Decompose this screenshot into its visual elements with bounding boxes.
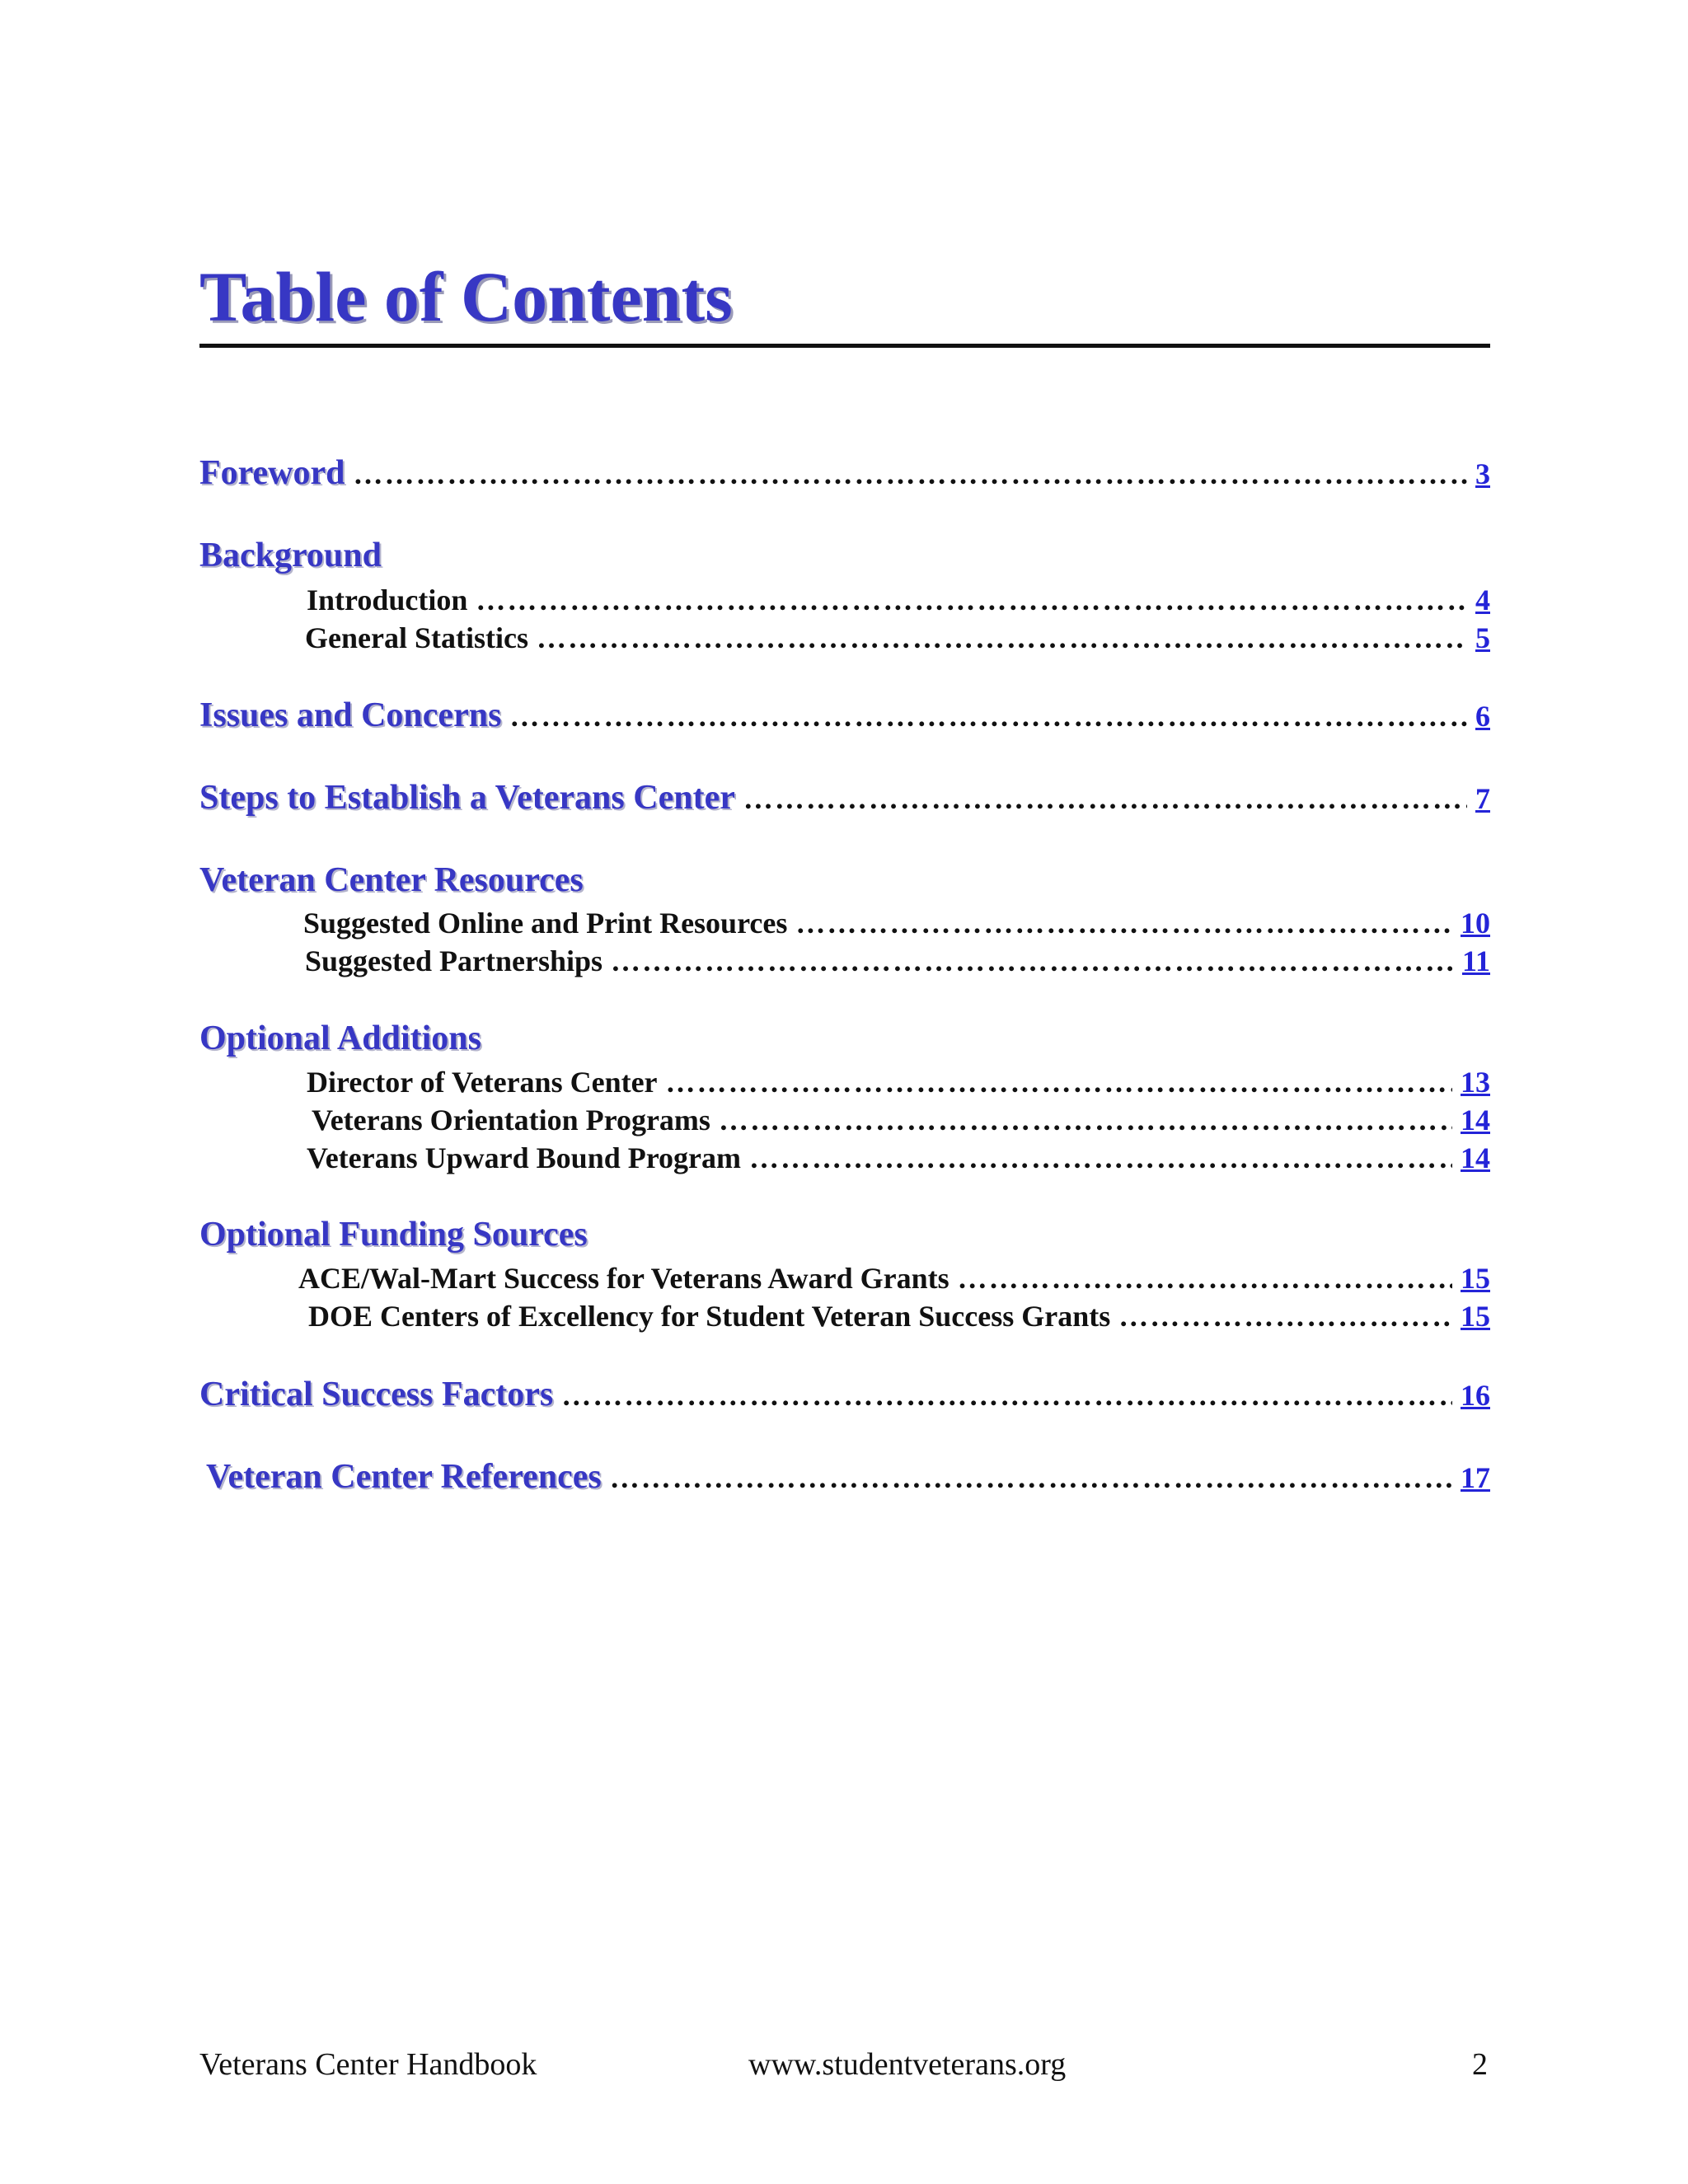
page-link-foreword[interactable]: 3	[1475, 457, 1490, 490]
toc-label-general-statistics: General Statistics	[305, 621, 528, 654]
toc-label-critical-success-factors: Critical Success Factors	[199, 1376, 554, 1413]
dot-leader	[743, 777, 1467, 820]
page-link-steps[interactable]: 7	[1475, 782, 1490, 815]
dot-leader	[958, 1260, 1452, 1296]
toc-label-introduction: Introduction	[307, 583, 468, 616]
toc-entry-introduction[interactable]	[307, 582, 1490, 618]
toc-entry-references[interactable]	[206, 1455, 1490, 1499]
dot-leader	[354, 452, 1467, 495]
toc-entry-steps[interactable]	[199, 776, 1490, 820]
toc-heading-resources: Veteran Center Resources	[199, 861, 584, 899]
page-link-references[interactable]: 17	[1461, 1461, 1490, 1494]
page-link-orientation-programs[interactable]: 14	[1461, 1104, 1490, 1137]
dot-leader	[509, 695, 1467, 738]
toc-label-upward-bound: Veterans Upward Bound Program	[307, 1141, 742, 1174]
dot-leader	[611, 943, 1454, 979]
dot-leader	[610, 1456, 1452, 1499]
dot-leader	[1118, 1298, 1452, 1334]
page-link-introduction[interactable]: 4	[1475, 583, 1490, 616]
page-link-upward-bound[interactable]: 14	[1461, 1141, 1490, 1174]
toc-heading-optional-additions: Optional Additions	[199, 1019, 481, 1057]
footer-handbook-title: Veterans Center Handbook	[199, 2047, 537, 2082]
toc-label-orientation-programs: Veterans Orientation Programs	[312, 1104, 710, 1137]
page-link-ace-walmart-grants[interactable]: 15	[1461, 1262, 1490, 1295]
title-divider	[199, 344, 1490, 348]
page-link-doe-grants[interactable]: 15	[1461, 1300, 1490, 1333]
toc-label-doe-grants: DOE Centers of Excellency for Student Veteran Success Grants	[308, 1300, 1111, 1333]
dot-leader	[537, 620, 1467, 656]
toc-entry-partnerships[interactable]	[305, 943, 1490, 979]
footer-page-number: 2	[1472, 2047, 1488, 2082]
toc-label-partnerships: Suggested Partnerships	[305, 944, 603, 977]
page-link-critical-success-factors[interactable]: 16	[1461, 1379, 1490, 1412]
toc-heading-funding-sources: Optional Funding Sources	[199, 1216, 588, 1254]
toc-label-references: Veteran Center References	[206, 1458, 602, 1496]
toc-entry-director[interactable]	[307, 1064, 1490, 1100]
toc-label-ace-walmart-grants: ACE/Wal-Mart Success for Veterans Award Grants	[298, 1262, 950, 1295]
toc-label-online-print-resources: Suggested Online and Print Resources	[303, 907, 788, 940]
page-link-general-statistics[interactable]: 5	[1475, 621, 1490, 654]
toc-label-director: Director of Veterans Center	[307, 1066, 658, 1099]
toc-label-issues-and-concerns: Issues and Concerns	[199, 696, 502, 734]
dot-leader	[719, 1102, 1452, 1138]
toc-entry-foreword[interactable]	[199, 452, 1490, 495]
footer-website: www.studentveterans.org	[748, 2047, 1067, 2082]
toc-entry-online-print-resources[interactable]	[303, 905, 1490, 941]
dot-leader	[795, 905, 1452, 941]
toc-label-foreword: Foreword	[199, 454, 345, 492]
dot-leader	[476, 582, 1467, 618]
dot-leader	[561, 1374, 1452, 1417]
page-link-partnerships[interactable]: 11	[1461, 944, 1490, 977]
toc-entry-general-statistics[interactable]	[305, 620, 1490, 656]
toc-entry-upward-bound[interactable]	[307, 1140, 1490, 1176]
toc-entry-critical-success-factors[interactable]	[199, 1373, 1490, 1417]
page-title: Table of Contents	[199, 257, 733, 336]
page-link-online-print-resources[interactable]: 10	[1461, 907, 1490, 940]
toc-entry-orientation-programs[interactable]	[312, 1102, 1490, 1138]
dot-leader	[749, 1140, 1452, 1176]
page-link-issues-and-concerns[interactable]: 6	[1475, 700, 1490, 733]
toc-label-steps: Steps to Establish a Veterans Center	[199, 779, 735, 817]
page-link-director[interactable]: 13	[1461, 1066, 1490, 1099]
dot-leader	[666, 1064, 1452, 1100]
toc-entry-ace-walmart-grants[interactable]	[298, 1260, 1490, 1296]
toc-entry-issues-and-concerns[interactable]	[199, 694, 1490, 738]
toc-heading-background: Background	[199, 537, 382, 574]
toc-entry-doe-grants[interactable]	[308, 1298, 1490, 1334]
